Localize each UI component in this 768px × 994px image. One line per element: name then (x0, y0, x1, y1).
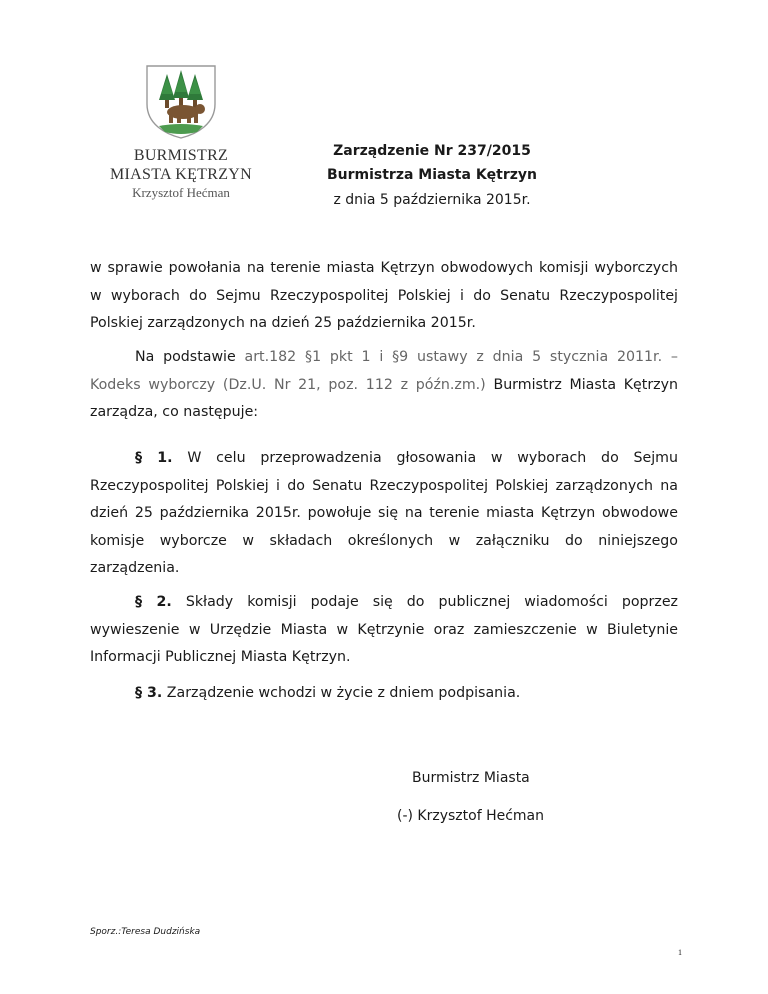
basis-code: Kodeks wyborczy (Dz.U. Nr 21, poz. 112 z późn.zm.) (90, 376, 486, 393)
subject-line: w wyborach do Sejmu Rzeczypospolitej Polskiej i do Senatu Rzeczypospolitej (90, 287, 678, 304)
signature-name: (-) Krzysztof Hećman (397, 808, 544, 824)
section-mark: § 3. (135, 685, 163, 701)
section-3 (90, 680, 678, 708)
section-mark: § 2. (135, 594, 172, 610)
document-date: z dnia 5 października 2015r. (333, 192, 531, 208)
section-line (90, 680, 678, 708)
section-line: zarządzenia. (90, 560, 180, 576)
signature-title: Burmistrz Miasta (412, 770, 530, 786)
section-line (90, 589, 678, 617)
office-holder: Krzysztof Hećman (132, 185, 230, 200)
section-line: Informacji Publicznej Miasta Kętrzyn. (90, 649, 351, 665)
basis-citation: art.182 §1 pkt 1 i §9 ustawy z dnia 5 stycznia 2011r. – (244, 349, 678, 365)
office-city: MIASTA KĘTRZYN (109, 166, 253, 183)
basis-authority: Burmistrz Miasta Kętrzyn (485, 376, 679, 393)
subject-line: w sprawie powołania na terenie miasta Kętrzyn obwodowych komisji wyborczych (90, 260, 678, 276)
basis-line (90, 372, 678, 400)
section-text: Składy komisji podaje się do publicznej wiadomości poprzez (171, 594, 679, 610)
prepared-by: Sporz.:Teresa Dudzińska (90, 927, 201, 937)
subject-line: Polskiej zarządzonych na dzień 25 października 2015r. (90, 315, 476, 331)
document-number: Zarządzenie Nr 237/2015 (333, 143, 531, 159)
basis-intro: Na podstawie (135, 349, 245, 365)
section-line: Rzeczypospolitej Polskiej i do Senatu Rzeczypospolitej Polskiej zarządzonych na (90, 477, 678, 494)
coat-of-arms-icon (145, 64, 217, 140)
section-mark: § 1. (135, 450, 173, 466)
section-text: W celu przeprowadzenia głosowania w wyborach do Sejmu (172, 450, 678, 466)
office-letterhead (100, 146, 262, 202)
section-line: wywieszenie w Urzędzie Miasta w Kętrzynie oraz zamieszczenie w Biuletynie (90, 621, 678, 638)
section-line: dzień 25 października 2015r. powołuje się na terenie miasta Kętrzyn obwodowe (90, 505, 678, 521)
subject-paragraph (90, 255, 678, 338)
page-number: 1 (678, 948, 682, 957)
section-text: Zarządzenie wchodzi w życie z dniem podpisania. (162, 685, 521, 701)
office-title: BURMISTRZ (133, 147, 229, 164)
basis-line (90, 344, 678, 372)
section-line: komisje wyborcze w składach określonych w załączniku do niniejszego (90, 532, 678, 549)
document-issuer: Burmistrza Miasta Kętrzyn (326, 167, 538, 183)
section-2 (90, 589, 678, 672)
section-line (90, 445, 678, 473)
basis-line: zarządza, co następuje: (90, 404, 259, 420)
section-1 (90, 445, 678, 583)
legal-basis-paragraph (90, 344, 678, 427)
